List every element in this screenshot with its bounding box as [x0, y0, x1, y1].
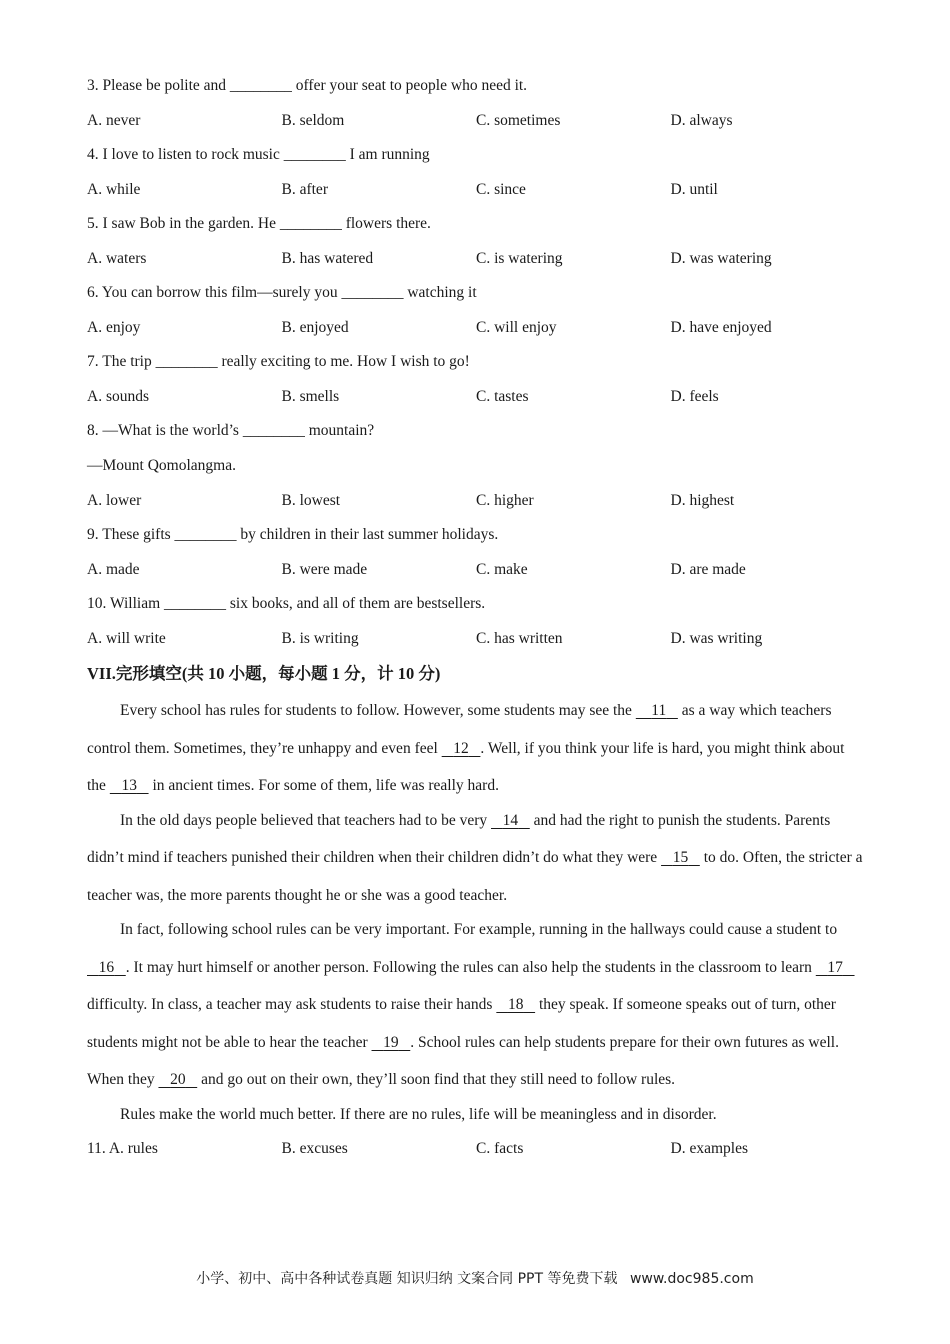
blank-14: 14 — [502, 811, 519, 829]
option-a: A. waters — [87, 250, 147, 267]
option-c: C. make — [476, 561, 528, 578]
question-7: 7. The trip ________ really exciting to me. How I wish to go! — [87, 353, 470, 370]
option-a: A. made — [87, 561, 140, 578]
cloze-paragraph-4: Rules make the world much better. If there are no rules, life will be meaningless and in disorder. — [120, 1105, 717, 1123]
footer-link[interactable]: www.doc985.com — [629, 1271, 754, 1287]
option-d: D. are made — [670, 561, 746, 578]
question-4: 4. I love to listen to rock music ________ I am running — [87, 146, 430, 163]
option-c: C. will enjoy — [476, 319, 557, 336]
question-7-options — [87, 387, 867, 421]
question-5-options — [87, 249, 867, 283]
option-d: D. always — [670, 112, 733, 129]
option-b: B. were made — [281, 561, 368, 578]
cloze-paragraph-3: In fact, following school rules can be very important. For example, running in the hallways could cause a student to 16 . It may hurt himself or another person. Following the rules can also help the students in the classroom to learn 17 difficulty. In class, a teacher may ask students to raise their hands 18 they speak. If someone speaks out of turn, other students might not be able to hear the teacher 19 . School rules can help students prepare for their own futures as well. When they 20 and go out on their own, they’ll soon find that they still need to follow rules. — [87, 911, 867, 1099]
blank-17: 17 — [827, 958, 843, 976]
option-b: B. is writing — [281, 630, 359, 647]
question-6-options — [87, 318, 867, 352]
question-4-options — [87, 180, 867, 214]
option-a: A. lower — [87, 492, 142, 509]
question-5: 5. I saw Bob in the garden. He ________ flowers there. — [87, 215, 431, 232]
question-8: 8. —What is the world’s ________ mountain? — [87, 422, 375, 439]
option-c: C. is watering — [476, 250, 563, 267]
footer-text: 小学、初中、高中各种试卷真题 知识归纳 文案合同 PPT 等免费下载 — [196, 1271, 618, 1287]
option-a: A. while — [87, 181, 141, 198]
exam-page — [87, 76, 867, 1173]
option-b: B. excuses — [281, 1139, 348, 1157]
question-9: 9. These gifts ________ by children in their last summer holidays. — [87, 526, 499, 543]
option-a: A. sounds — [87, 388, 150, 405]
option-c: C. has written — [476, 630, 563, 647]
question-11-option-a: 11. A. rules — [87, 1139, 158, 1157]
blank-15: 15 — [672, 849, 689, 866]
question-3: 3. Please be polite and ________ offer your seat to people who need it. — [87, 77, 528, 94]
blank-12: 12 — [453, 739, 469, 757]
question-8-options — [87, 491, 867, 525]
option-d: D. until — [670, 181, 718, 198]
blank-19: 19 — [383, 1033, 399, 1051]
option-c: C. higher — [476, 492, 534, 509]
blank-20: 20 — [170, 1071, 186, 1088]
question-10: 10. William ________ six books, and all of them are bestsellers. — [87, 595, 486, 612]
blank-16: 16 — [98, 958, 115, 976]
option-d: D. highest — [670, 492, 735, 509]
cloze-paragraph-1: Every school has rules for students to follow. However, some students may see the 11 as a way which teachers control them. Sometimes, they’re unhappy and even feel 12 . Well, if you think your life is hard, you might think about the 13 in ancient times. For some of them, life was really hard. — [87, 702, 845, 794]
option-a: A. never — [87, 112, 141, 129]
option-c: C. facts — [476, 1139, 524, 1157]
option-a: A. will write — [87, 630, 166, 647]
page-footer — [0, 1268, 950, 1288]
option-d: D. feels — [670, 388, 719, 405]
question-3-options — [87, 111, 867, 145]
option-b: B. smells — [281, 388, 340, 405]
option-c: C. tastes — [476, 388, 529, 405]
blank-13: 13 — [121, 777, 137, 794]
cloze-paragraph-2: In the old days people believed that teachers had to be very 14 and had the right to punish the students. Parents didn’t mind if teachers punished their children when their children didn’t do what they were 15 to do. Often, the stricter a teacher was, the more parents thought he or she was a good teacher. — [87, 811, 863, 904]
option-d: D. examples — [670, 1139, 748, 1157]
question-11-options — [87, 1139, 867, 1173]
question-8-answer-line: —Mount Qomolangma. — [87, 457, 236, 474]
blank-18: 18 — [507, 996, 524, 1013]
option-d: D. have enjoyed — [670, 319, 772, 336]
question-6: 6. You can borrow this film—surely you ________ watching it — [87, 284, 477, 301]
option-d: D. was writing — [670, 630, 763, 647]
option-b: B. lowest — [281, 492, 341, 509]
question-10-options — [87, 629, 867, 663]
section-heading: VII.完形填空(共 10 小题，每小题 1 分，计 10 分) — [87, 664, 441, 683]
option-a: A. enjoy — [87, 319, 141, 336]
option-b: B. enjoyed — [281, 319, 349, 336]
option-c: C. sometimes — [476, 112, 561, 129]
option-b: B. seldom — [281, 112, 345, 129]
option-d: D. was watering — [670, 250, 772, 267]
option-b: B. after — [281, 181, 328, 198]
option-b: B. has watered — [281, 250, 374, 267]
question-9-options — [87, 560, 867, 594]
blank-11: 11 — [651, 702, 667, 719]
option-c: C. since — [476, 181, 526, 198]
